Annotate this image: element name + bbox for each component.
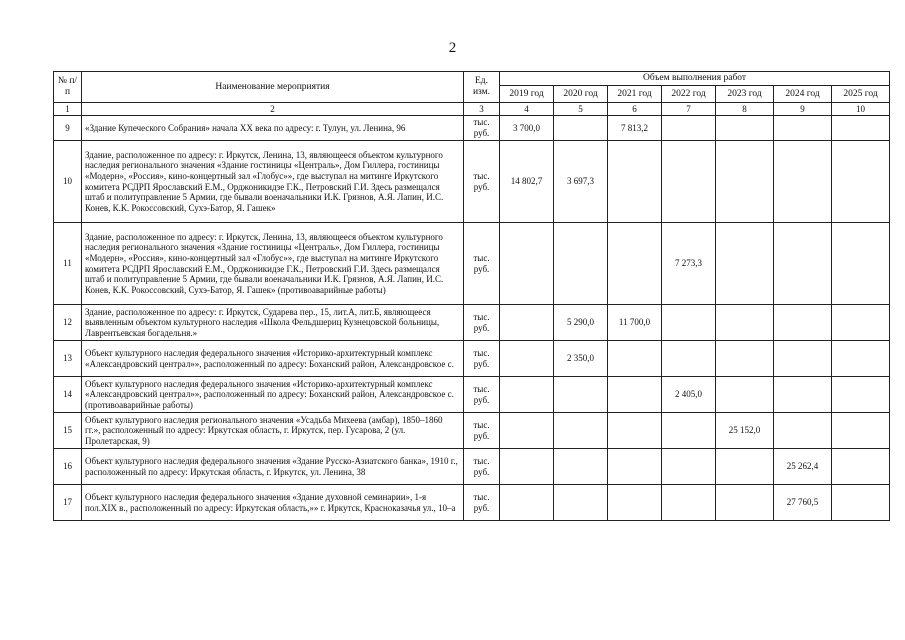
row-value	[832, 377, 890, 413]
row-value	[716, 377, 774, 413]
row-value	[662, 413, 716, 449]
row-value	[662, 485, 716, 521]
row-unit: тыс. руб.	[464, 141, 500, 223]
row-value	[554, 485, 608, 521]
row-value	[832, 341, 890, 377]
header-num: № п/п	[54, 72, 82, 103]
row-num: 10	[54, 141, 82, 223]
row-value	[716, 449, 774, 485]
table-row	[54, 116, 890, 141]
row-value: 3 697,3	[554, 141, 608, 223]
row-name: Объект культурного наследия федерального значения «Историко-архитектурный комплекс «Александровский централ»», расположенный по адресу: Боханский район, Александровское с. (противоаварийные работы)	[82, 377, 464, 413]
row-value	[662, 116, 716, 141]
row-value	[716, 305, 774, 341]
row-value	[554, 377, 608, 413]
row-unit: тыс. руб.	[464, 116, 500, 141]
row-value	[832, 223, 890, 305]
row-value	[608, 413, 662, 449]
row-value: 2 405,0	[662, 377, 716, 413]
row-value	[500, 413, 554, 449]
col-number: 7	[662, 103, 716, 116]
table-row	[54, 141, 890, 223]
row-value	[832, 141, 890, 223]
header-unit: Ед. изм.	[464, 72, 500, 103]
row-value	[832, 449, 890, 485]
row-num: 9	[54, 116, 82, 141]
row-value	[662, 341, 716, 377]
row-value	[608, 341, 662, 377]
row-value	[662, 305, 716, 341]
table-row	[54, 377, 890, 413]
row-value	[716, 341, 774, 377]
row-value	[716, 485, 774, 521]
row-name: Здание, расположенное по адресу: г. Иркутск, Сударева пер., 15, лит.А, лит.Б, являющееся выявленным объектом культурного наследия «Школа Фельдшериц Кузнецовской больницы, Лаврентьевская богадельня.»	[82, 305, 464, 341]
row-value: 3 700,0	[500, 116, 554, 141]
row-num: 16	[54, 449, 82, 485]
header-year: 2024 год	[774, 86, 832, 103]
row-value	[774, 341, 832, 377]
row-unit: тыс. руб.	[464, 449, 500, 485]
row-value	[832, 116, 890, 141]
row-value: 2 350,0	[554, 341, 608, 377]
row-value: 14 802,7	[500, 141, 554, 223]
row-value	[554, 223, 608, 305]
row-value	[832, 305, 890, 341]
row-value	[500, 341, 554, 377]
table-row	[54, 223, 890, 305]
row-num: 14	[54, 377, 82, 413]
row-value	[774, 305, 832, 341]
row-name: Объект культурного наследия федерального значения «Историко-архитектурный комплекс «Александровский централ»», расположенный по адресу: Боханский район, Александровское с.	[82, 341, 464, 377]
row-unit: тыс. руб.	[464, 341, 500, 377]
row-value	[832, 485, 890, 521]
row-name: «Здание Купеческого Собрания» начала XX века по адресу: г. Тулун, ул. Ленина, 96	[82, 116, 464, 141]
header-year: 2021 год	[608, 86, 662, 103]
header-year: 2019 год	[500, 86, 554, 103]
row-value	[500, 223, 554, 305]
col-number: 3	[464, 103, 500, 116]
row-unit: тыс. руб.	[464, 305, 500, 341]
table-row	[54, 485, 890, 521]
row-name: Здание, расположенное по адресу: г. Иркутск, Ленина, 13, являющееся объектом культурного наследия регионального значения «Здание гостиницы «Централь», Дом Гиллера, гостиницы «Модерн», «Россия», кино-концертный зал «Глобус»», где выступал на митинге Иркутского комитета РСДРП Ярославский Е.М., Орджоникидзе Г.К., Петровский Г.И. Здесь размещался штаб и политуправление 5 Армии, где бывали военачальники И.К. Грязнов, А.Я. Лапин, И.С. Конев, К.К. Рокоссовский, Сухэ-Батор, Я. Гашек»	[82, 141, 464, 223]
row-num: 15	[54, 413, 82, 449]
row-value	[774, 377, 832, 413]
header-name: Наименование мероприятия	[82, 72, 464, 103]
row-value	[554, 116, 608, 141]
row-value	[774, 116, 832, 141]
table-row	[54, 341, 890, 377]
row-unit: тыс. руб.	[464, 485, 500, 521]
row-value	[608, 449, 662, 485]
row-value	[608, 141, 662, 223]
table-row	[54, 449, 890, 485]
row-value	[716, 141, 774, 223]
header-year: 2022 год	[662, 86, 716, 103]
header-volume: Объем выполнения работ	[500, 72, 890, 86]
row-value	[608, 223, 662, 305]
row-value	[774, 413, 832, 449]
row-value	[774, 141, 832, 223]
row-value: 7 813,2	[608, 116, 662, 141]
col-number: 6	[608, 103, 662, 116]
row-value: 11 700,0	[608, 305, 662, 341]
row-name: Объект культурного наследия федерального значения «Здание Русско-Азиатского банка», 1910 г., расположенный по адресу: Иркутская область, г. Иркутск, ул. Ленина, 38	[82, 449, 464, 485]
col-number: 8	[716, 103, 774, 116]
row-num: 12	[54, 305, 82, 341]
header-year: 2023 год	[716, 86, 774, 103]
row-value: 25 262,4	[774, 449, 832, 485]
row-value	[716, 116, 774, 141]
header-year: 2025 год	[832, 86, 890, 103]
row-value	[554, 413, 608, 449]
works-table	[53, 71, 890, 521]
row-value	[500, 377, 554, 413]
row-value	[774, 223, 832, 305]
row-value	[608, 377, 662, 413]
row-name: Объект культурного наследия регионального значения «Усадьба Михеева (амбар), 1850–1860 гг.», расположенный по адресу: Иркутская область, г. Иркутск, пер. Гусарова, 2 (ул. Пролетарская, 9)	[82, 413, 464, 449]
col-number: 4	[500, 103, 554, 116]
col-number: 9	[774, 103, 832, 116]
row-name: Объект культурного наследия федерального значения «Здание духовной семинарии», 1-я пол.XIX в., расположенный по адресу: Иркутская область,»» г. Иркутск, Красноказачья ул., 10–а	[82, 485, 464, 521]
row-unit: тыс. руб.	[464, 223, 500, 305]
table-row	[54, 413, 890, 449]
row-value: 25 152,0	[716, 413, 774, 449]
row-unit: тыс. руб.	[464, 377, 500, 413]
row-num: 11	[54, 223, 82, 305]
col-number: 1	[54, 103, 82, 116]
row-value: 7 273,3	[662, 223, 716, 305]
col-number: 5	[554, 103, 608, 116]
col-number: 10	[832, 103, 890, 116]
row-value	[608, 485, 662, 521]
row-value	[500, 305, 554, 341]
col-number: 2	[82, 103, 464, 116]
row-value	[716, 223, 774, 305]
row-value	[662, 449, 716, 485]
row-value	[554, 449, 608, 485]
page-number: 2	[448, 40, 457, 56]
row-num: 17	[54, 485, 82, 521]
header-year: 2020 год	[554, 86, 608, 103]
table-row	[54, 305, 890, 341]
row-num: 13	[54, 341, 82, 377]
row-name: Здание, расположенное по адресу: г. Иркутск, Ленина, 13, являющееся объектом культурного наследия регионального значения «Здание гостиницы «Централь», Дом Гиллера, гостиницы «Модерн», «Россия», кино-концертный зал «Глобус»», где выступал на митинге Иркутского комитета РСДРП Ярославский Е.М., Орджоникидзе Г.К., Петровский Г.И. Здесь размещался штаб и политуправление 5 Армии, где бывали военачальники И.К. Грязнов, А.Я. Лапин, И.С. Конев, К.К. Рокоссовский, Сухэ-Батор, Я. Гашек» (противоаварийные работы)	[82, 223, 464, 305]
row-value: 27 760,5	[774, 485, 832, 521]
row-value	[662, 141, 716, 223]
row-value	[500, 449, 554, 485]
row-value	[832, 413, 890, 449]
row-value: 5 290,0	[554, 305, 608, 341]
row-unit: тыс. руб.	[464, 413, 500, 449]
row-value	[500, 485, 554, 521]
